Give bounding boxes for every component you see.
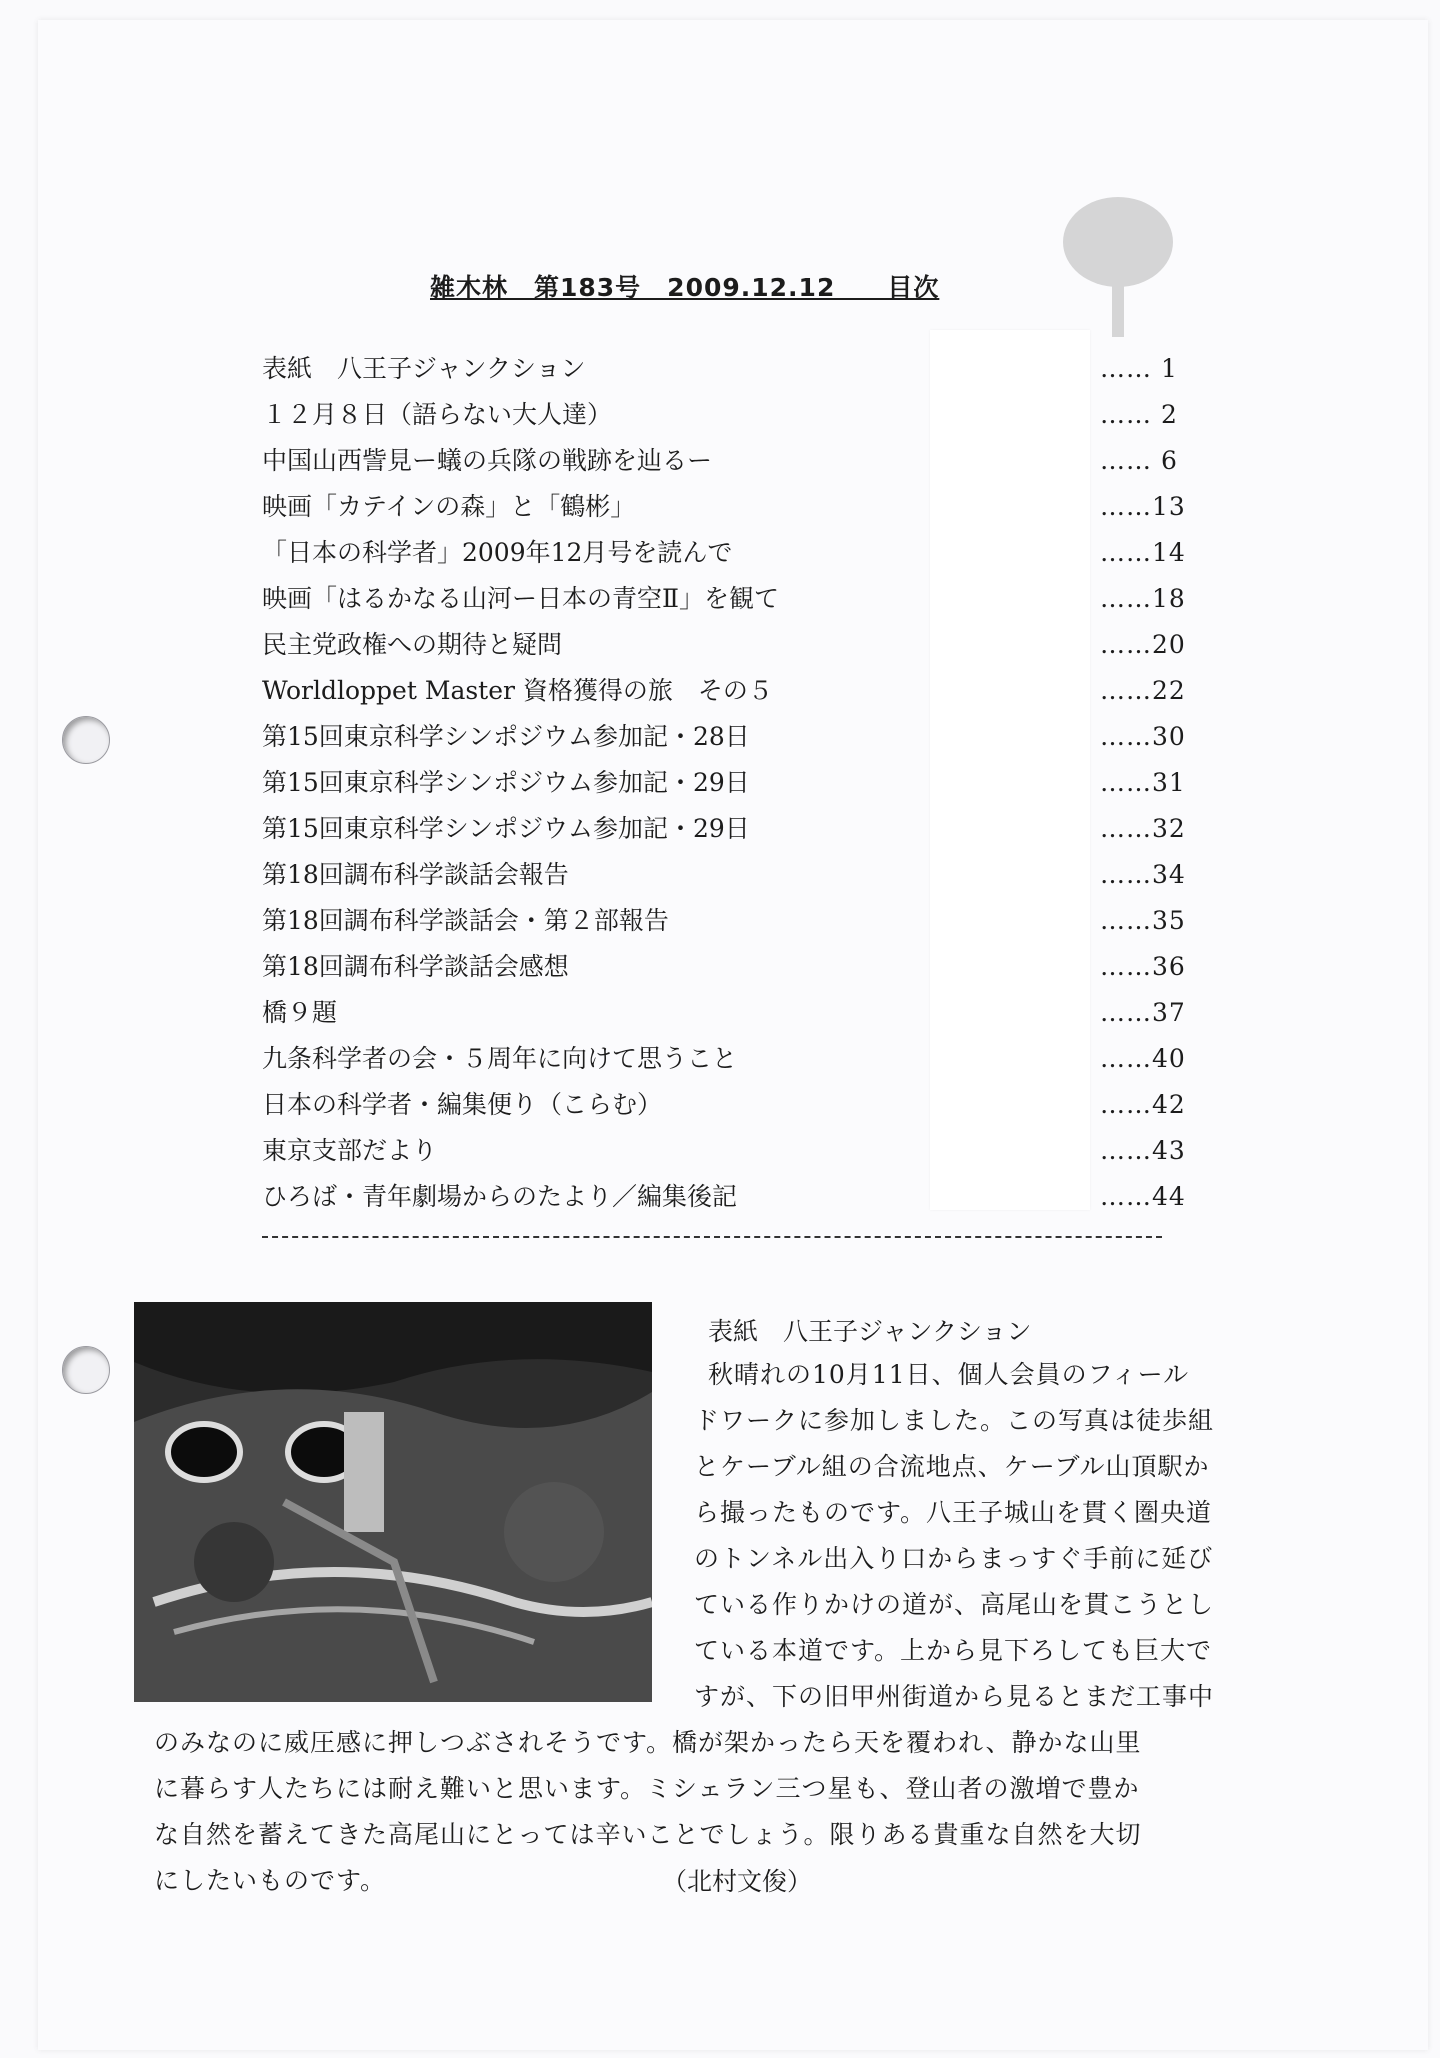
toc-item [262, 806, 1192, 852]
text-line: ドワークに参加しました。この写真は徒歩組 [694, 1406, 1215, 1435]
toc-item [262, 898, 1192, 944]
toc-item [262, 714, 1192, 760]
toc-item-title: 東京支部だより [262, 1136, 438, 1165]
tree-watermark-icon [1058, 192, 1178, 342]
toc-item-page: ……34 [1100, 860, 1186, 889]
toc-item-title: 映画「カテインの森」と「鶴彬」 [262, 492, 636, 521]
toc-item-page: ……22 [1100, 676, 1186, 705]
text-line: ている本道です。上から見下ろしても巨大で [694, 1636, 1213, 1665]
toc-item-page: ……44 [1100, 1182, 1186, 1211]
text-line: ている作りかけの道が、高尾山を貫こうとし [694, 1590, 1215, 1619]
toc-item [262, 576, 1192, 622]
toc-item-page: ……18 [1100, 584, 1186, 613]
toc-item [262, 668, 1192, 714]
toc-item-title: 表紙 八王子ジャンクション [262, 354, 586, 383]
text-line: な自然を蓄えてきた高尾山にとっては辛いことでしょう。限りある貴重な自然を大切 [154, 1820, 1142, 1849]
toc-item-page: ……32 [1100, 814, 1186, 843]
toc-item-title: 日本の科学者・編集便り（こらむ） [262, 1090, 663, 1119]
toc-item-title: 第18回調布科学談話会報告 [262, 860, 569, 889]
binder-hole-bottom [62, 1346, 110, 1394]
toc-item-page: ……36 [1100, 952, 1186, 981]
binder-hole-top [62, 716, 110, 764]
toc-item-page: ……30 [1100, 722, 1186, 751]
toc-item [262, 760, 1192, 806]
text-line: にしたいものです。 [154, 1866, 387, 1895]
toc-item [262, 438, 1192, 484]
toc-item [262, 1036, 1192, 1082]
toc-item-page: ……14 [1100, 538, 1186, 567]
toc-item [262, 346, 1192, 392]
toc-item [262, 852, 1192, 898]
toc-item [262, 1174, 1192, 1220]
toc-item-title: １２月８日（語らない大人達） [262, 400, 613, 429]
toc-item-page: …… 1 [1100, 354, 1178, 383]
text-line: とケーブル組の合流地点、ケーブル山頂駅か [694, 1452, 1210, 1481]
text-line: のみなのに威圧感に押しつぶされそうです。橋が架かったら天を覆われ、静かな山里 [154, 1728, 1142, 1757]
toc-item-page: …… 6 [1100, 446, 1178, 475]
toc-item [262, 990, 1192, 1036]
toc-item [262, 484, 1192, 530]
toc-item-page: ……20 [1100, 630, 1186, 659]
toc-item-title: 九条科学者の会・５周年に向けて思うこと [262, 1044, 738, 1073]
separator-dashed-line [262, 1236, 1162, 1238]
text-line: ら撮ったものです。八王子城山を貫く圏央道 [694, 1498, 1213, 1527]
toc-item-title: 第15回東京科学シンポジウム参加記・29日 [262, 768, 750, 797]
toc-item-page: ……42 [1100, 1090, 1186, 1119]
table-of-contents [262, 346, 1192, 1220]
author-credit: （北村文俊） [662, 1867, 813, 1896]
toc-item-title: 第18回調布科学談話会感想 [262, 952, 569, 981]
text-line: すが、下の旧甲州街道から見るとまだ工事中 [694, 1682, 1215, 1711]
toc-item-title: 第18回調布科学談話会・第２部報告 [262, 906, 669, 935]
toc-item-page: ……13 [1100, 492, 1186, 521]
toc-item-title: 「日本の科学者」2009年12月号を読んで [262, 538, 733, 567]
toc-item-title: 第15回東京科学シンポジウム参加記・28日 [262, 722, 750, 751]
toc-item-page: ……37 [1100, 998, 1186, 1027]
text-line: に暮らす人たちには耐え難いと思います。ミシェラン三つ星も、登山者の激増で豊か [154, 1774, 1140, 1803]
toc-item [262, 530, 1192, 576]
toc-item-title: 中国山西訾見ー蟻の兵隊の戦跡を辿るー [262, 446, 713, 475]
toc-item-title: 第15回東京科学シンポジウム参加記・29日 [262, 814, 750, 843]
cover-photo-junction [134, 1302, 652, 1702]
toc-item [262, 1082, 1192, 1128]
toc-item-page: ……35 [1100, 906, 1186, 935]
text-line: のトンネル出入り口からまっすぐ手前に延び [694, 1544, 1214, 1573]
toc-item [262, 944, 1192, 990]
toc-item-page: ……43 [1100, 1136, 1186, 1165]
toc-item-page: ……31 [1100, 768, 1186, 797]
text-line: 秋晴れの10月11日、個人会員のフィール [708, 1360, 1190, 1389]
cover-note-title: 表紙 八王子ジャンクション [708, 1317, 1032, 1346]
page-title: 雑木林 第183号 2009.12.12 目次 [430, 273, 940, 302]
cover-note-text-beside-photo [694, 1352, 1264, 1720]
toc-item [262, 622, 1192, 668]
toc-item-page: ……40 [1100, 1044, 1186, 1073]
toc-item-title: Worldloppet Master 資格獲得の旅 その５ [262, 676, 773, 705]
toc-item [262, 392, 1192, 438]
toc-item-title: 映画「はるかなる山河ー日本の青空Ⅱ」を観て [262, 584, 779, 613]
toc-item-title: 民主党政権への期待と疑問 [262, 630, 563, 659]
toc-item-title: ひろば・青年劇場からのたより／編集後記 [262, 1182, 738, 1211]
toc-item-page: …… 2 [1100, 400, 1178, 429]
toc-item-title: 橋９題 [262, 998, 338, 1027]
toc-item [262, 1128, 1192, 1174]
